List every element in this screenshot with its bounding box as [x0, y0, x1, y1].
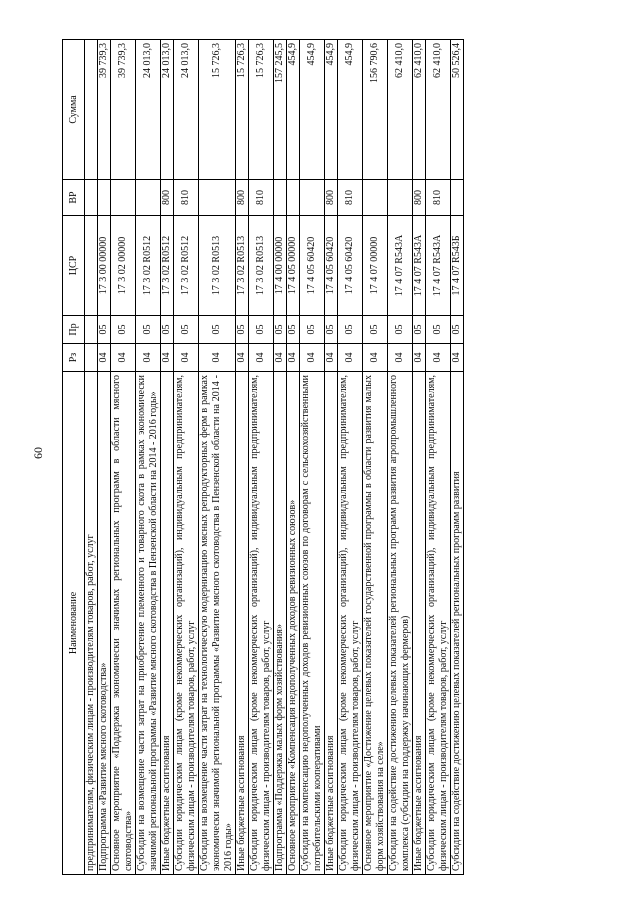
- cell-name: Субсидии на возмещение части затрат на технологическую модернизацию мясных репродукторных ферм в рамках экономически значимой региональной программы «Развитие мясного скотоводства в Пензенской области на 2014 - 2016 годы»: [199, 372, 236, 875]
- cell-name: Основное мероприятие «Поддержка экономически значимых региональных программ в области мясного скотоводства»: [111, 372, 136, 875]
- cell-pr: 05: [274, 316, 287, 344]
- cell-vr: [451, 180, 464, 216]
- cell-csr: 17 4 07 00000: [363, 216, 388, 316]
- cell-vr: [388, 180, 413, 216]
- cell-csr: 17 3 02 R0512: [174, 216, 199, 316]
- cell-vr: [363, 180, 388, 216]
- cell-sum: 39 739,3: [98, 40, 111, 180]
- cell-csr: 17 4 05 60420: [325, 216, 338, 316]
- header-name: Наименование: [63, 372, 85, 875]
- header-pr: Пр: [63, 316, 85, 344]
- cell-sum: 454,9: [287, 40, 300, 180]
- header-vr: ВР: [63, 180, 85, 216]
- cell-vr: 810: [338, 180, 363, 216]
- cell-vr: 800: [161, 180, 174, 216]
- cell-pr: 05: [174, 316, 199, 344]
- table-row: [426, 40, 451, 875]
- table-row: [111, 40, 136, 875]
- cell-rz: [85, 344, 98, 372]
- cell-csr: 17 4 05 00000: [287, 216, 300, 316]
- cell-vr: 800: [413, 180, 426, 216]
- cell-sum: 39 739,3: [111, 40, 136, 180]
- cell-vr: [85, 180, 98, 216]
- table-row: [236, 40, 249, 875]
- cell-rz: 04: [199, 344, 236, 372]
- cell-vr: [199, 180, 236, 216]
- cell-pr: 05: [249, 316, 274, 344]
- cell-name: Иные бюджетные ассигнования: [236, 372, 249, 875]
- cell-vr: [136, 180, 161, 216]
- header-sum: Сумма: [63, 40, 85, 180]
- cell-name: предпринимателям, физическим лицам - производителям товаров, работ, услуг: [85, 372, 98, 875]
- cell-rz: 04: [413, 344, 426, 372]
- header-row: [63, 40, 85, 875]
- cell-rz: 04: [174, 344, 199, 372]
- cell-rz: 04: [451, 344, 464, 372]
- cell-csr: 17 4 05 60420: [300, 216, 325, 316]
- table-row: [413, 40, 426, 875]
- cell-sum: 157 245,5: [274, 40, 287, 180]
- cell-rz: 04: [300, 344, 325, 372]
- cell-sum: 24 013,0: [161, 40, 174, 180]
- cell-vr: 810: [249, 180, 274, 216]
- cell-sum: 62 410,0: [388, 40, 413, 180]
- cell-vr: 800: [236, 180, 249, 216]
- cell-pr: [85, 316, 98, 344]
- cell-pr: 05: [325, 316, 338, 344]
- cell-rz: 04: [236, 344, 249, 372]
- cell-vr: 800: [325, 180, 338, 216]
- cell-csr: 17 3 02 R0513: [199, 216, 236, 316]
- cell-pr: 05: [338, 316, 363, 344]
- cell-pr: 05: [98, 316, 111, 344]
- table-row: [85, 40, 98, 875]
- cell-pr: 05: [388, 316, 413, 344]
- cell-csr: 17 4 07 R543Б: [451, 216, 464, 316]
- cell-rz: 04: [98, 344, 111, 372]
- cell-name: Субсидии на содействие достижению целевых показателей региональных программ развития: [451, 372, 464, 875]
- rotated-table-container: [62, 40, 600, 875]
- cell-csr: 17 3 02 00000: [111, 216, 136, 316]
- cell-rz: 04: [287, 344, 300, 372]
- cell-sum: 15 726,3: [249, 40, 274, 180]
- cell-rz: 04: [136, 344, 161, 372]
- cell-name: Подпрограмма «Поддержка малых форм хозяйствования»: [274, 372, 287, 875]
- cell-rz: 04: [426, 344, 451, 372]
- cell-pr: 05: [111, 316, 136, 344]
- cell-pr: 05: [363, 316, 388, 344]
- table-row: [199, 40, 236, 875]
- cell-vr: [98, 180, 111, 216]
- page-number: 60: [31, 447, 45, 459]
- cell-csr: 17 3 02 R0512: [136, 216, 161, 316]
- cell-vr: [300, 180, 325, 216]
- cell-sum: [85, 40, 98, 180]
- cell-csr: 17 4 00 00000: [274, 216, 287, 316]
- cell-pr: 05: [199, 316, 236, 344]
- table-row: [363, 40, 388, 875]
- cell-vr: [287, 180, 300, 216]
- cell-name: Основное мероприятие «Компенсация недополученных доходов ревизионных союзов»: [287, 372, 300, 875]
- cell-csr: 17 4 05 60420: [338, 216, 363, 316]
- cell-sum: 24 013,0: [174, 40, 199, 180]
- cell-name: Подпрограмма «Развитие мясного скотоводства»: [98, 372, 111, 875]
- cell-vr: 810: [426, 180, 451, 216]
- cell-rz: 04: [325, 344, 338, 372]
- cell-name: Иные бюджетные ассигнования: [413, 372, 426, 875]
- cell-name: Субсидии юридическим лицам (кроме некоммерческих организаций), индивидуальным предпринимателям, физическим лицам - производителям товаров, работ, услуг: [174, 372, 199, 875]
- cell-sum: 454,9: [325, 40, 338, 180]
- cell-csr: [85, 216, 98, 316]
- cell-pr: 05: [300, 316, 325, 344]
- cell-csr: 17 4 07 R543A: [388, 216, 413, 316]
- cell-csr: 17 3 00 00000: [98, 216, 111, 316]
- cell-sum: 15 726,3: [199, 40, 236, 180]
- cell-csr: 17 3 02 R0512: [161, 216, 174, 316]
- cell-rz: 04: [249, 344, 274, 372]
- table-row: [274, 40, 287, 875]
- table-row: [136, 40, 161, 875]
- cell-pr: 05: [451, 316, 464, 344]
- cell-name: Иные бюджетные ассигнования: [325, 372, 338, 875]
- cell-name: Субсидии юридическим лицам (кроме некоммерческих организаций), индивидуальным предпринимателям, физическим лицам - производителям товаров, работ, услуг: [249, 372, 274, 875]
- cell-name: Субсидии на компенсацию недополученных доходов ревизионных союзов по договорам с сельскохозяйственными потребительскими кооперативами: [300, 372, 325, 875]
- cell-pr: 05: [161, 316, 174, 344]
- cell-sum: 454,9: [338, 40, 363, 180]
- cell-csr: 17 3 02 R0513: [249, 216, 274, 316]
- table-row: [174, 40, 199, 875]
- table-row: [338, 40, 363, 875]
- header-csr: ЦСР: [63, 216, 85, 316]
- cell-name: Субсидии на содействие достижению целевых показателей региональных программ развития агропромышленного комплекса (субсидии на поддержку начинающих фермеров): [388, 372, 413, 875]
- cell-csr: 17 4 07 R543A: [413, 216, 426, 316]
- cell-pr: 05: [426, 316, 451, 344]
- cell-rz: 04: [338, 344, 363, 372]
- table-row: [249, 40, 274, 875]
- cell-rz: 04: [111, 344, 136, 372]
- cell-name: Субсидии юридическим лицам (кроме некоммерческих организаций), индивидуальным предпринимателям, физическим лицам - производителям товаров, работ, услуг: [426, 372, 451, 875]
- cell-pr: 05: [236, 316, 249, 344]
- cell-vr: [111, 180, 136, 216]
- table-body: [85, 40, 464, 875]
- cell-name: Иные бюджетные ассигнования: [161, 372, 174, 875]
- table-row: [325, 40, 338, 875]
- cell-sum: 62 410,0: [413, 40, 426, 180]
- budget-table: [62, 39, 464, 875]
- table-row: [451, 40, 464, 875]
- header-rz: Рз: [63, 344, 85, 372]
- cell-pr: 05: [136, 316, 161, 344]
- cell-sum: 62 410,0: [426, 40, 451, 180]
- table-row: [98, 40, 111, 875]
- cell-rz: 04: [274, 344, 287, 372]
- cell-sum: 15 726,3: [236, 40, 249, 180]
- cell-name: Основное мероприятие «Достижение целевых показателей государственной программы в области развития малых форм хозяйствования на селе»: [363, 372, 388, 875]
- table-row: [287, 40, 300, 875]
- cell-vr: 810: [174, 180, 199, 216]
- cell-pr: 05: [287, 316, 300, 344]
- table-row: [388, 40, 413, 875]
- table-row: [161, 40, 174, 875]
- cell-sum: 24 013,0: [136, 40, 161, 180]
- cell-csr: 17 3 02 R0513: [236, 216, 249, 316]
- cell-csr: 17 4 07 R543A: [426, 216, 451, 316]
- cell-vr: [274, 180, 287, 216]
- cell-sum: 454,9: [300, 40, 325, 180]
- cell-sum: 156 790,6: [363, 40, 388, 180]
- cell-rz: 04: [363, 344, 388, 372]
- cell-rz: 04: [388, 344, 413, 372]
- table-row: [300, 40, 325, 875]
- cell-rz: 04: [161, 344, 174, 372]
- cell-name: Субсидии на возмещение части затрат на приобретение племенного и товарного скота в рамках экономически значимой региональной программы «Развитие мясного скотоводства в Пензенской области на 2014 - 2016 годы»: [136, 372, 161, 875]
- cell-name: Субсидии юридическим лицам (кроме некоммерческих организаций), индивидуальным предпринимателям, физическим лицам - производителям товаров, работ, услуг: [338, 372, 363, 875]
- cell-sum: 50 526,4: [451, 40, 464, 180]
- cell-pr: 05: [413, 316, 426, 344]
